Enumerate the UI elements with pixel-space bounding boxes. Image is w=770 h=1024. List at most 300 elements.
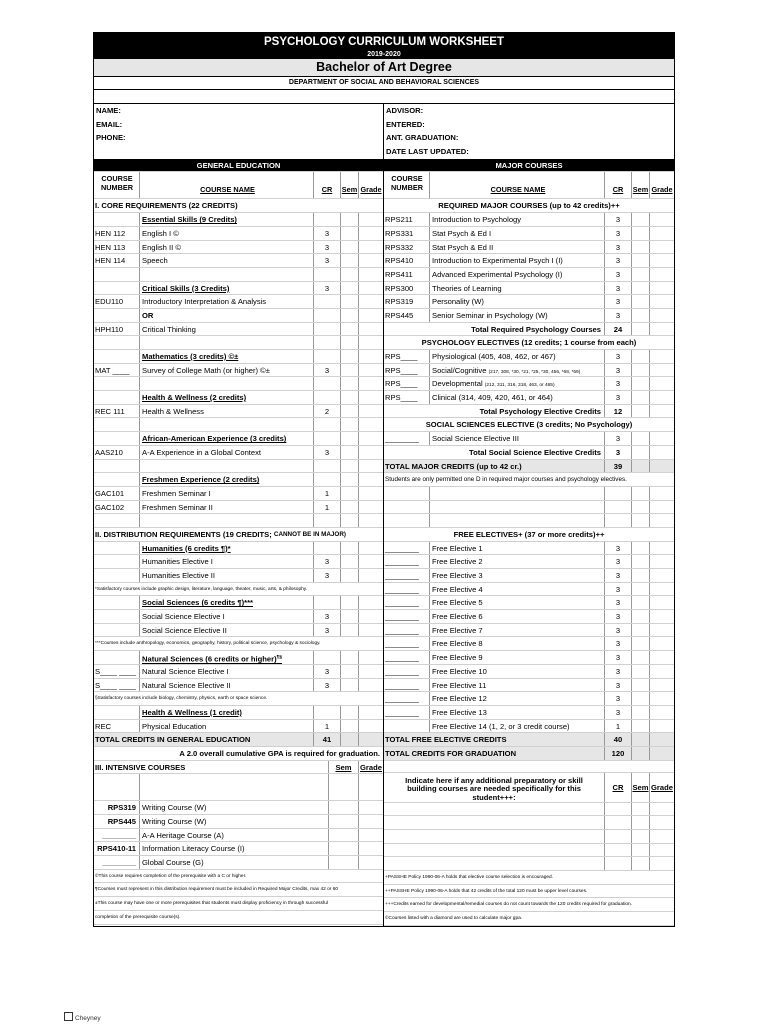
course-sem bbox=[631, 555, 649, 568]
course-sem bbox=[631, 364, 649, 377]
course-name: Introduction to Experimental Psych I (I) bbox=[432, 256, 563, 266]
course-detail: (212, 311, 316, 318, 463, or 465) bbox=[484, 383, 555, 389]
course-row[interactable] bbox=[384, 569, 674, 583]
course-row[interactable] bbox=[384, 596, 674, 610]
course-row[interactable] bbox=[384, 350, 674, 364]
course-grade bbox=[649, 391, 674, 404]
course-row[interactable] bbox=[94, 679, 383, 693]
course-grade bbox=[649, 637, 674, 650]
course-grade bbox=[649, 282, 674, 295]
course-number: RPS211 bbox=[384, 213, 430, 226]
course-sem bbox=[631, 377, 649, 390]
course-credits: 3 bbox=[604, 569, 631, 582]
course-grade bbox=[358, 842, 383, 855]
course-grade bbox=[358, 501, 383, 514]
entered-label: ENTERED: bbox=[386, 119, 425, 129]
course-name: Survey of College Math (or higher) ©± bbox=[142, 365, 270, 375]
prep-row[interactable] bbox=[384, 830, 674, 844]
course-number bbox=[94, 610, 140, 623]
course-name: Humanities Elective II bbox=[142, 571, 216, 580]
course-number: RPS445 bbox=[384, 309, 430, 322]
course-row[interactable] bbox=[384, 720, 674, 734]
total-label: Total Required Psychology Courses bbox=[471, 324, 601, 334]
d-grade-note bbox=[384, 473, 674, 487]
course-name bbox=[430, 377, 604, 390]
subheader-row bbox=[94, 596, 383, 610]
name-field[interactable] bbox=[94, 104, 383, 118]
course-sem bbox=[631, 350, 649, 363]
course-row[interactable] bbox=[94, 405, 383, 419]
course-name: Writing Course (W) bbox=[142, 803, 207, 813]
course-grade bbox=[358, 241, 383, 254]
intensive-course-row[interactable] bbox=[94, 815, 383, 829]
course-sem bbox=[631, 596, 649, 609]
entered-field[interactable] bbox=[384, 118, 674, 132]
course-row[interactable] bbox=[94, 295, 383, 309]
course-row[interactable] bbox=[94, 487, 383, 501]
course-row[interactable] bbox=[94, 555, 383, 569]
subheader-row bbox=[94, 282, 383, 296]
prep-row[interactable] bbox=[384, 816, 674, 830]
course-sem bbox=[631, 542, 649, 555]
course-grade bbox=[358, 679, 383, 692]
course-number: REC bbox=[94, 720, 140, 733]
phone-field[interactable] bbox=[94, 131, 383, 145]
course-name: Clinical (314, 409, 420, 461, or 464) bbox=[432, 393, 553, 403]
course-number: RPS410 bbox=[384, 254, 430, 267]
course-row[interactable] bbox=[384, 555, 674, 569]
freshmen-header: Freshmen Experience (2 credits) bbox=[142, 475, 260, 485]
course-credits: 3 bbox=[604, 665, 631, 678]
total-value: 3 bbox=[604, 446, 631, 459]
health-header: Health & Wellness (2 credits) bbox=[142, 393, 247, 403]
dist-label: II. DISTRIBUTION REQUIREMENTS (19 CREDITS; bbox=[95, 529, 272, 539]
footnote bbox=[94, 897, 383, 911]
course-sem bbox=[631, 610, 649, 623]
natural-sciences-label: Natural Sciences (6 credits or higher) bbox=[142, 654, 277, 664]
course-number: EDU110 bbox=[94, 295, 140, 308]
footer-logo bbox=[64, 1012, 101, 1022]
graduation-field[interactable] bbox=[384, 131, 674, 145]
course-credits: 3 bbox=[313, 555, 340, 568]
course-credits: 3 bbox=[313, 227, 340, 240]
note-text: §Satisfactory courses include biology, chemistry, physics, earth or space science. bbox=[95, 696, 268, 702]
course-credits: 3 bbox=[604, 350, 631, 363]
course-credits: 3 bbox=[604, 651, 631, 664]
intensive-course-row[interactable] bbox=[94, 856, 383, 870]
course-sem bbox=[631, 241, 649, 254]
subheader-row bbox=[94, 213, 383, 227]
course-name: English II © bbox=[142, 242, 181, 252]
course-grade bbox=[649, 227, 674, 240]
course-number bbox=[94, 555, 140, 568]
course-number bbox=[94, 624, 140, 637]
column-headers bbox=[94, 172, 383, 199]
blank-row bbox=[94, 774, 383, 801]
course-number: ________ bbox=[384, 610, 430, 623]
course-grade bbox=[649, 651, 674, 664]
course-grade bbox=[358, 829, 383, 842]
note-text: ++PASSHE Policy 1990-06-A holds that 42 credits of the total 120 must be upper level courses. bbox=[385, 888, 588, 894]
course-credits: 3 bbox=[604, 432, 631, 445]
course-row[interactable] bbox=[384, 583, 674, 597]
psych-elective-rows bbox=[384, 350, 674, 405]
course-credits: 3 bbox=[604, 692, 631, 705]
course-name: Global Course (G) bbox=[142, 858, 204, 868]
course-sem bbox=[328, 815, 358, 828]
course-credits: 3 bbox=[604, 542, 631, 555]
course-row[interactable] bbox=[384, 610, 674, 624]
spacer bbox=[94, 90, 674, 104]
prep-row[interactable] bbox=[384, 857, 674, 871]
course-grade bbox=[649, 268, 674, 281]
course-sem bbox=[631, 651, 649, 664]
course-name: A-A Heritage Course (A) bbox=[142, 830, 224, 840]
note-text: completion of the prerequisite course(s). bbox=[95, 914, 181, 920]
course-grade bbox=[649, 569, 674, 582]
blank-row bbox=[94, 336, 383, 350]
course-sem bbox=[631, 624, 649, 637]
course-grade bbox=[358, 555, 383, 568]
subheader-row bbox=[94, 432, 383, 446]
psych-elective-total bbox=[384, 405, 674, 419]
course-row[interactable] bbox=[384, 241, 674, 255]
course-name: Information Literacy Course (I) bbox=[142, 844, 245, 854]
subheader-row bbox=[94, 651, 383, 665]
course-number: ________ bbox=[384, 692, 430, 705]
hdr-course-name: COURSE NAME bbox=[490, 185, 546, 195]
course-number: ________ bbox=[384, 637, 430, 650]
course-grade bbox=[358, 610, 383, 623]
blank-row bbox=[94, 268, 383, 282]
course-name: Free Elective 12 bbox=[432, 694, 487, 704]
course-row[interactable] bbox=[94, 446, 383, 460]
course-number: RPS410-11 bbox=[94, 842, 140, 855]
course-name: Social Science Elective II bbox=[142, 625, 227, 635]
psych-electives-header bbox=[384, 336, 674, 350]
course-credits: 3 bbox=[313, 679, 340, 692]
course-credits: 3 bbox=[313, 282, 340, 295]
subheader-row bbox=[94, 542, 383, 556]
course-name: Free Elective 6 bbox=[432, 612, 483, 622]
note-text: +++Credits earned for developmental/remedial courses do not count towards the 120 credits required for graduation. bbox=[385, 902, 633, 908]
course-grade bbox=[649, 583, 674, 596]
course-credits: 1 bbox=[313, 501, 340, 514]
course-name-text: Developmental bbox=[432, 379, 483, 389]
course-number: GAC102 bbox=[94, 501, 140, 514]
social-sciences-note bbox=[94, 637, 383, 651]
blank-row bbox=[94, 377, 383, 391]
note-text: ±This course may have one or more prerequisites that students must display proficiency in through successful bbox=[95, 901, 328, 907]
intensive-label: III. INTENSIVE COURSES bbox=[95, 762, 186, 772]
course-credits: 3 bbox=[604, 227, 631, 240]
course-grade bbox=[649, 213, 674, 226]
blank-row bbox=[384, 761, 674, 773]
course-row[interactable] bbox=[384, 227, 674, 241]
course-row[interactable] bbox=[384, 651, 674, 665]
course-grade bbox=[649, 596, 674, 609]
course-name: Freshmen Seminar II bbox=[142, 502, 213, 512]
course-sem bbox=[328, 829, 358, 842]
graduation-label: ANT. GRADUATION: bbox=[386, 133, 459, 143]
course-number: RPS319 bbox=[94, 801, 140, 814]
course-name: Free Elective 10 bbox=[432, 666, 487, 676]
subheader-row bbox=[94, 391, 383, 405]
total-graduation-credits bbox=[384, 747, 674, 761]
course-row[interactable] bbox=[384, 542, 674, 556]
course-row[interactable] bbox=[94, 241, 383, 255]
course-sem bbox=[340, 487, 358, 500]
course-credits: 1 bbox=[313, 487, 340, 500]
course-credits: 3 bbox=[313, 569, 340, 582]
course-grade bbox=[358, 569, 383, 582]
hdr-sem: Sem bbox=[328, 761, 358, 774]
course-number: ________ bbox=[94, 829, 140, 842]
course-grade bbox=[649, 720, 674, 733]
course-row[interactable] bbox=[384, 665, 674, 679]
course-number: RPS411 bbox=[384, 268, 430, 281]
course-credits: 3 bbox=[313, 254, 340, 267]
blank-row bbox=[94, 418, 383, 432]
hdr-course-name: COURSE NAME bbox=[200, 185, 255, 195]
social-sciences-elective-header bbox=[384, 418, 674, 432]
required-major-rows bbox=[384, 213, 674, 323]
email-field[interactable] bbox=[94, 118, 383, 132]
course-row[interactable] bbox=[384, 254, 674, 268]
course-name: Critical Thinking bbox=[142, 324, 196, 334]
note-text: ©This course requires completion of the prerequisite with a C or higher. bbox=[95, 873, 247, 879]
course-row[interactable] bbox=[94, 720, 383, 734]
humanities-rows bbox=[94, 555, 383, 582]
course-grade bbox=[649, 692, 674, 705]
prep-courses-header bbox=[384, 773, 674, 803]
course-sem bbox=[631, 295, 649, 308]
course-credits: 3 bbox=[313, 446, 340, 459]
course-name: Free Elective 8 bbox=[432, 639, 483, 649]
health-wellness-header: Health & Wellness (1 credit) bbox=[142, 707, 242, 717]
course-grade bbox=[649, 309, 674, 322]
course-row[interactable] bbox=[384, 268, 674, 282]
course-name: Advanced Experimental Psychology (I) bbox=[432, 269, 563, 279]
student-info bbox=[94, 104, 674, 159]
phone-label: PHONE: bbox=[96, 133, 126, 143]
prep-row[interactable] bbox=[384, 844, 674, 858]
course-name: Introduction to Psychology bbox=[432, 215, 522, 225]
section-header-major-courses bbox=[384, 159, 674, 173]
footnote bbox=[384, 885, 674, 899]
course-credits: 2 bbox=[313, 405, 340, 418]
course-grade bbox=[649, 679, 674, 692]
course-row[interactable] bbox=[94, 665, 383, 679]
course-number: ________ bbox=[384, 624, 430, 637]
course-row[interactable] bbox=[384, 295, 674, 309]
course-credits: 3 bbox=[604, 377, 631, 390]
course-row[interactable] bbox=[94, 569, 383, 583]
course-number: ________ bbox=[384, 706, 430, 719]
natural-sciences-header bbox=[140, 651, 313, 664]
gpa-note bbox=[94, 747, 383, 761]
course-grade bbox=[649, 542, 674, 555]
course-number: S____ ____ bbox=[94, 679, 140, 692]
total-free-electives bbox=[384, 733, 674, 747]
course-number: HEN 112 bbox=[94, 227, 140, 240]
course-number: ________ bbox=[384, 679, 430, 692]
updated-label: DATE LAST UPDATED: bbox=[386, 147, 469, 157]
freshmen-rows bbox=[94, 487, 383, 514]
sse-label: SOCIAL SCIENCES ELECTIVE (3 credits; No Psychology) bbox=[425, 420, 633, 430]
total-label: TOTAL FREE ELECTIVE CREDITS bbox=[385, 735, 507, 745]
student-info-left bbox=[94, 104, 384, 159]
note-text: ©Courses listed with a diamond are used to calculate major gpa. bbox=[385, 916, 523, 922]
course-number: HEN 114 bbox=[94, 254, 140, 267]
page-title: PSYCHOLOGY CURRICULUM WORKSHEET bbox=[263, 36, 505, 48]
total-label: Total Social Science Elective Credits bbox=[469, 447, 601, 457]
course-sem bbox=[340, 227, 358, 240]
humanities-note bbox=[94, 583, 383, 597]
hdr-cr: CR bbox=[604, 773, 631, 802]
course-credits: 3 bbox=[604, 679, 631, 692]
course-sem bbox=[631, 309, 649, 322]
course-row[interactable] bbox=[384, 364, 674, 378]
hdr-course-number: COURSE NUMBER bbox=[94, 172, 140, 198]
intensive-course-row[interactable] bbox=[94, 801, 383, 815]
course-name: Writing Course (W) bbox=[142, 817, 207, 826]
course-row[interactable] bbox=[384, 391, 674, 405]
course-name: Free Elective 13 bbox=[432, 707, 487, 717]
sse-total bbox=[384, 446, 674, 460]
blank-row bbox=[384, 501, 674, 515]
course-grade bbox=[358, 801, 383, 814]
course-number: ________ bbox=[384, 596, 430, 609]
updated-field[interactable] bbox=[384, 145, 674, 159]
course-number: S____ ____ bbox=[94, 665, 140, 678]
course-number: HPH110 bbox=[94, 323, 140, 336]
total-general-education bbox=[94, 733, 383, 747]
required-major-header bbox=[384, 199, 674, 213]
course-row[interactable] bbox=[384, 624, 674, 638]
hdr-sem: Sem bbox=[340, 172, 358, 198]
section-title: GENERAL EDUCATION bbox=[196, 160, 281, 170]
course-sem bbox=[631, 692, 649, 705]
prep-label: Indicate here if any additional preparatory or skill building courses are needed specifically for this student+++: bbox=[405, 775, 583, 802]
intensive-course-row[interactable] bbox=[94, 842, 383, 856]
course-number: GAC101 bbox=[94, 487, 140, 500]
total-value: 41 bbox=[313, 733, 340, 746]
note-text: +PASSHE Policy 1990-06-A holds that elective course selection is encouraged. bbox=[385, 875, 554, 881]
subheader-row bbox=[94, 706, 383, 720]
free-elective-rows bbox=[384, 542, 674, 734]
course-name: Free Elective 4 bbox=[432, 584, 483, 594]
advisor-field[interactable] bbox=[384, 104, 674, 118]
subheader-row bbox=[94, 473, 383, 487]
course-sem bbox=[328, 801, 358, 814]
course-number bbox=[94, 569, 140, 582]
intensive-course-row[interactable] bbox=[94, 829, 383, 843]
course-row[interactable] bbox=[384, 637, 674, 651]
course-row[interactable] bbox=[94, 624, 383, 638]
course-credits: 3 bbox=[604, 254, 631, 267]
prep-row[interactable] bbox=[384, 803, 674, 817]
course-name: Theories of Learning bbox=[432, 283, 502, 293]
course-row[interactable] bbox=[384, 377, 674, 391]
course-row[interactable] bbox=[94, 501, 383, 515]
course-sem bbox=[631, 391, 649, 404]
shield-icon bbox=[64, 1012, 73, 1021]
course-number: HEN 113 bbox=[94, 241, 140, 254]
course-number: ________ bbox=[384, 651, 430, 664]
course-name: Humanities Elective I bbox=[142, 557, 213, 567]
gpa-text: A 2.0 overall cumulative GPA is required for graduation. bbox=[179, 748, 380, 758]
distribution-requirements bbox=[94, 528, 383, 542]
course-sem bbox=[631, 583, 649, 596]
social-science-rows bbox=[94, 610, 383, 637]
course-grade bbox=[649, 350, 674, 363]
course-row[interactable] bbox=[384, 282, 674, 296]
course-number: RPS332 bbox=[384, 241, 430, 254]
hdr-sem: Sem bbox=[631, 172, 649, 198]
course-grade bbox=[649, 254, 674, 267]
course-name: Natural Science Elective II bbox=[142, 680, 231, 690]
course-sem bbox=[340, 241, 358, 254]
course-row[interactable] bbox=[94, 254, 383, 268]
academic-year: 2019-2020 bbox=[367, 50, 401, 58]
free-electives-header bbox=[384, 528, 674, 542]
blank-row bbox=[384, 487, 674, 501]
intensive-rows bbox=[94, 801, 383, 869]
course-sem bbox=[631, 254, 649, 267]
course-sem bbox=[340, 555, 358, 568]
course-number: ________ bbox=[384, 665, 430, 678]
course-credits: 3 bbox=[313, 610, 340, 623]
course-grade bbox=[649, 665, 674, 678]
course-sem bbox=[340, 665, 358, 678]
course-row[interactable] bbox=[94, 364, 383, 378]
hdr-sem: Sem bbox=[631, 773, 649, 802]
course-grade bbox=[358, 856, 383, 869]
course-row[interactable] bbox=[384, 706, 674, 720]
title-bar bbox=[94, 33, 674, 59]
total-value: 39 bbox=[604, 460, 631, 473]
course-sem bbox=[328, 856, 358, 869]
student-info-right bbox=[384, 104, 674, 159]
course-row[interactable] bbox=[384, 309, 674, 323]
course-name: A-A Experience in a Global Context bbox=[142, 447, 262, 457]
course-row[interactable] bbox=[94, 227, 383, 241]
total-label: Total Psychology Elective Credits bbox=[479, 406, 601, 416]
essential-skills: Essential Skills (9 Credits) bbox=[142, 215, 237, 225]
email-label: EMAIL: bbox=[96, 119, 123, 129]
or-label: OR bbox=[142, 310, 154, 320]
course-grade bbox=[649, 555, 674, 568]
course-row[interactable] bbox=[384, 692, 674, 706]
course-credits: 3 bbox=[313, 624, 340, 637]
course-number: ________ bbox=[384, 583, 430, 596]
course-name: Speech bbox=[142, 256, 168, 266]
info-spacer bbox=[94, 145, 383, 159]
total-label: TOTAL CREDITS FOR GRADUATION bbox=[385, 748, 517, 758]
total-major-credits bbox=[384, 460, 674, 474]
course-sem bbox=[631, 569, 649, 582]
course-sem bbox=[631, 665, 649, 678]
course-row[interactable] bbox=[384, 213, 674, 227]
note-text: ¶Courses must represent in this distribution requirement must be included in Required Major Credits, max 42 or 60 bbox=[95, 887, 339, 893]
course-row[interactable] bbox=[94, 323, 383, 337]
course-row[interactable] bbox=[384, 679, 674, 693]
course-number: RPS____ bbox=[384, 377, 430, 390]
course-row[interactable] bbox=[384, 432, 674, 446]
course-row[interactable] bbox=[94, 610, 383, 624]
department: DEPARTMENT OF SOCIAL AND BEHAVIORAL SCIENCES bbox=[94, 77, 674, 90]
